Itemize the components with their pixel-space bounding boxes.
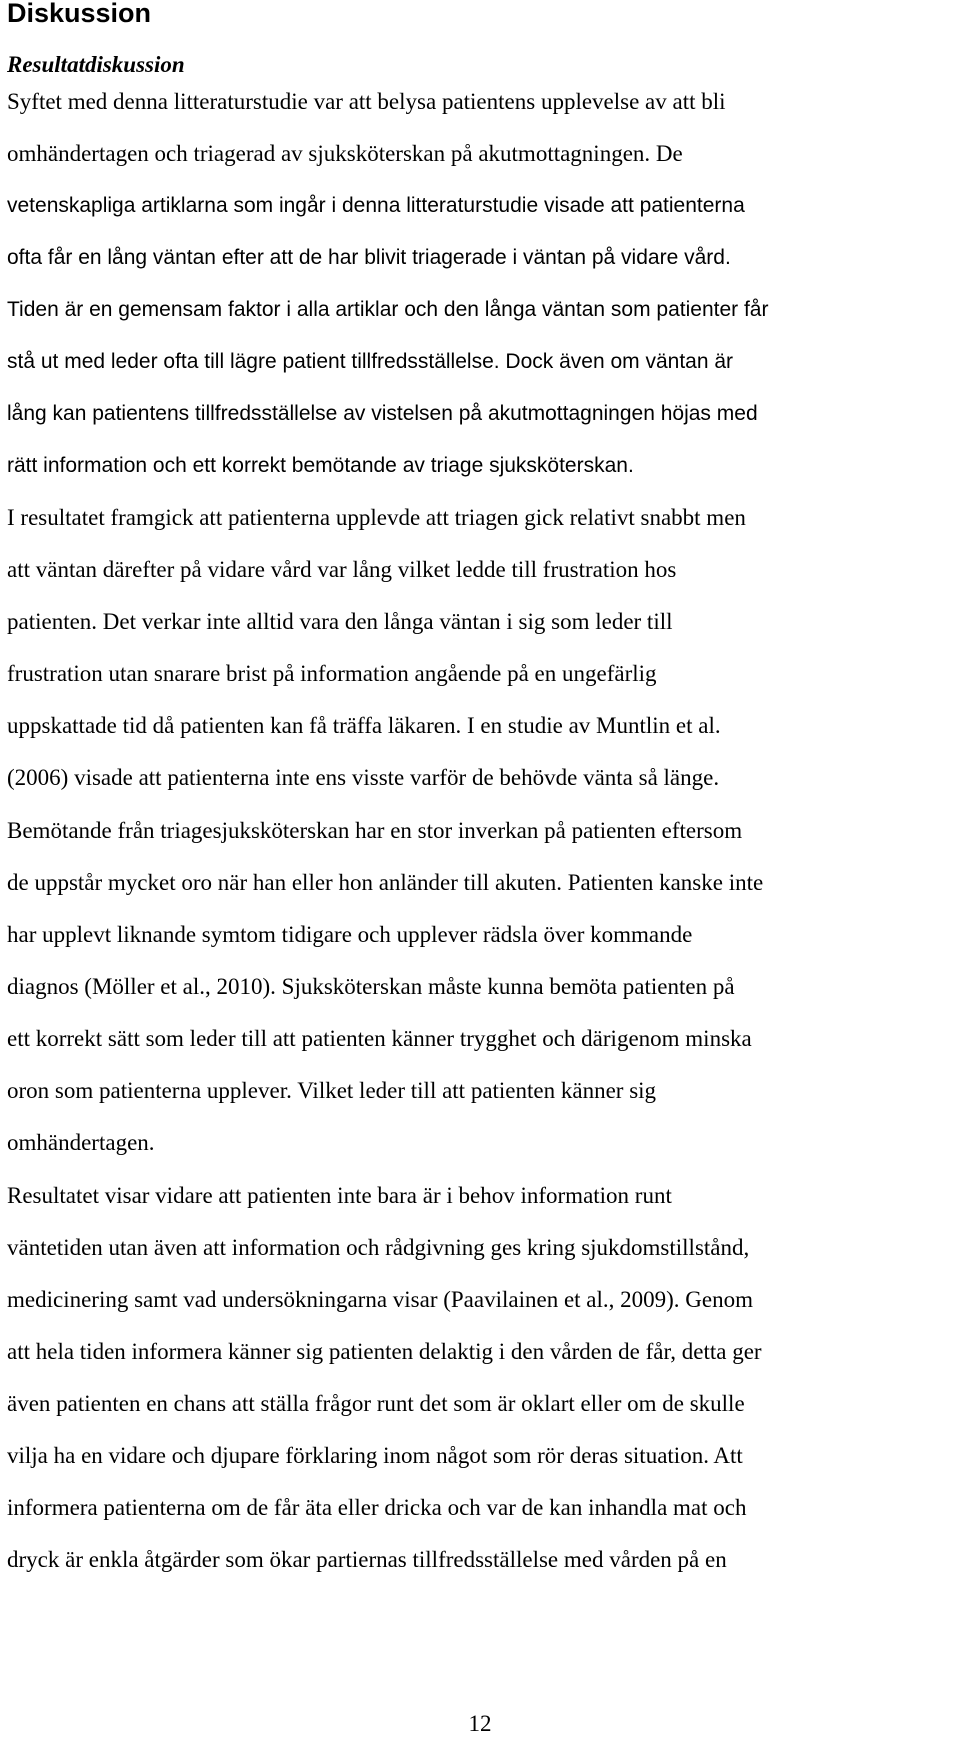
section-heading: Diskussion [7, 0, 152, 28]
text-line: Syftet med denna litteraturstudie var att belysa patientens upplevelse av att bli [7, 89, 726, 114]
text-line: lång kan patientens tillfredsställelse av vistelsen på akutmottagningen höjas med [7, 402, 758, 425]
text-line: vilja ha en vidare och djupare förklaring inom något som rör deras situation. Att [7, 1443, 743, 1468]
text-line: ett korrekt sätt som leder till att patienten känner trygghet och därigenom minska [7, 1026, 752, 1051]
text-line: att hela tiden informera känner sig patienten delaktig i den vården de får, detta ger [7, 1339, 762, 1364]
text-line: att väntan därefter på vidare vård var lång vilket ledde till frustration hos [7, 557, 677, 582]
page-number: 12 [468, 1711, 492, 1736]
text-line: har upplevt liknande symtom tidigare och upplever rädsla över kommande [7, 922, 693, 947]
text-line: omhändertagen. [7, 1130, 155, 1155]
text-line: Resultatet visar vidare att patienten inte bara är i behov information runt [7, 1183, 672, 1208]
paragraph-2 [7, 492, 955, 804]
text-line: uppskattade tid då patienten kan få träffa läkaren. I en studie av Muntlin et al. [7, 713, 721, 738]
text-line: väntetiden utan även att information och rådgivning ges kring sjukdomstillstånd, [7, 1235, 750, 1260]
text-line: de uppstår mycket oro när han eller hon anländer till akuten. Patienten kanske inte [7, 870, 764, 895]
paragraph-4 [7, 1170, 955, 1586]
subsection-heading: Resultatdiskussion [7, 52, 185, 77]
paragraph-1 [7, 76, 955, 492]
text-line: även patienten en chans att ställa frågor runt det som är oklart eller om de skulle [7, 1391, 745, 1416]
text-line: informera patienterna om de får äta eller dricka och var de kan inhandla mat och [7, 1495, 747, 1520]
text-line: I resultatet framgick att patienterna upplevde att triagen gick relativt snabbt men [7, 505, 746, 530]
text-line: vetenskapliga artiklarna som ingår i denna litteraturstudie visade att patienterna [7, 194, 745, 217]
text-line: stå ut med leder ofta till lägre patient tillfredsställelse. Dock även om väntan är [7, 350, 734, 373]
text-line: diagnos (Möller et al., 2010). Sjuksköterskan måste kunna bemöta patienten på [7, 974, 735, 999]
text-line: Tiden är en gemensam faktor i alla artiklar och den långa väntan som patienter får [7, 298, 769, 321]
text-line: ofta får en lång väntan efter att de har blivit triagerade i väntan på vidare vård. [7, 246, 731, 269]
text-line: (2006) visade att patienterna inte ens visste varför de behövde vänta så länge. [7, 765, 720, 790]
text-line: rätt information och ett korrekt bemötande av triage sjuksköterskan. [7, 454, 634, 477]
text-line: medicinering samt vad undersökningarna visar (Paavilainen et al., 2009). Genom [7, 1287, 754, 1312]
text-line: frustration utan snarare brist på information angående på en ungefärlig [7, 661, 657, 686]
paragraph-3 [7, 805, 955, 1169]
text-line: dryck är enkla åtgärder som ökar partiernas tillfredsställelse med vården på en [7, 1547, 727, 1572]
text-line: patienten. Det verkar inte alltid vara den långa väntan i sig som leder till [7, 609, 673, 634]
text-line: omhändertagen och triagerad av sjuksköterskan på akutmottagningen. De [7, 141, 683, 166]
text-line: oron som patienterna upplever. Vilket leder till att patienten känner sig [7, 1078, 657, 1103]
text-line: Bemötande från triagesjuksköterskan har en stor inverkan på patienten eftersom [7, 818, 743, 843]
